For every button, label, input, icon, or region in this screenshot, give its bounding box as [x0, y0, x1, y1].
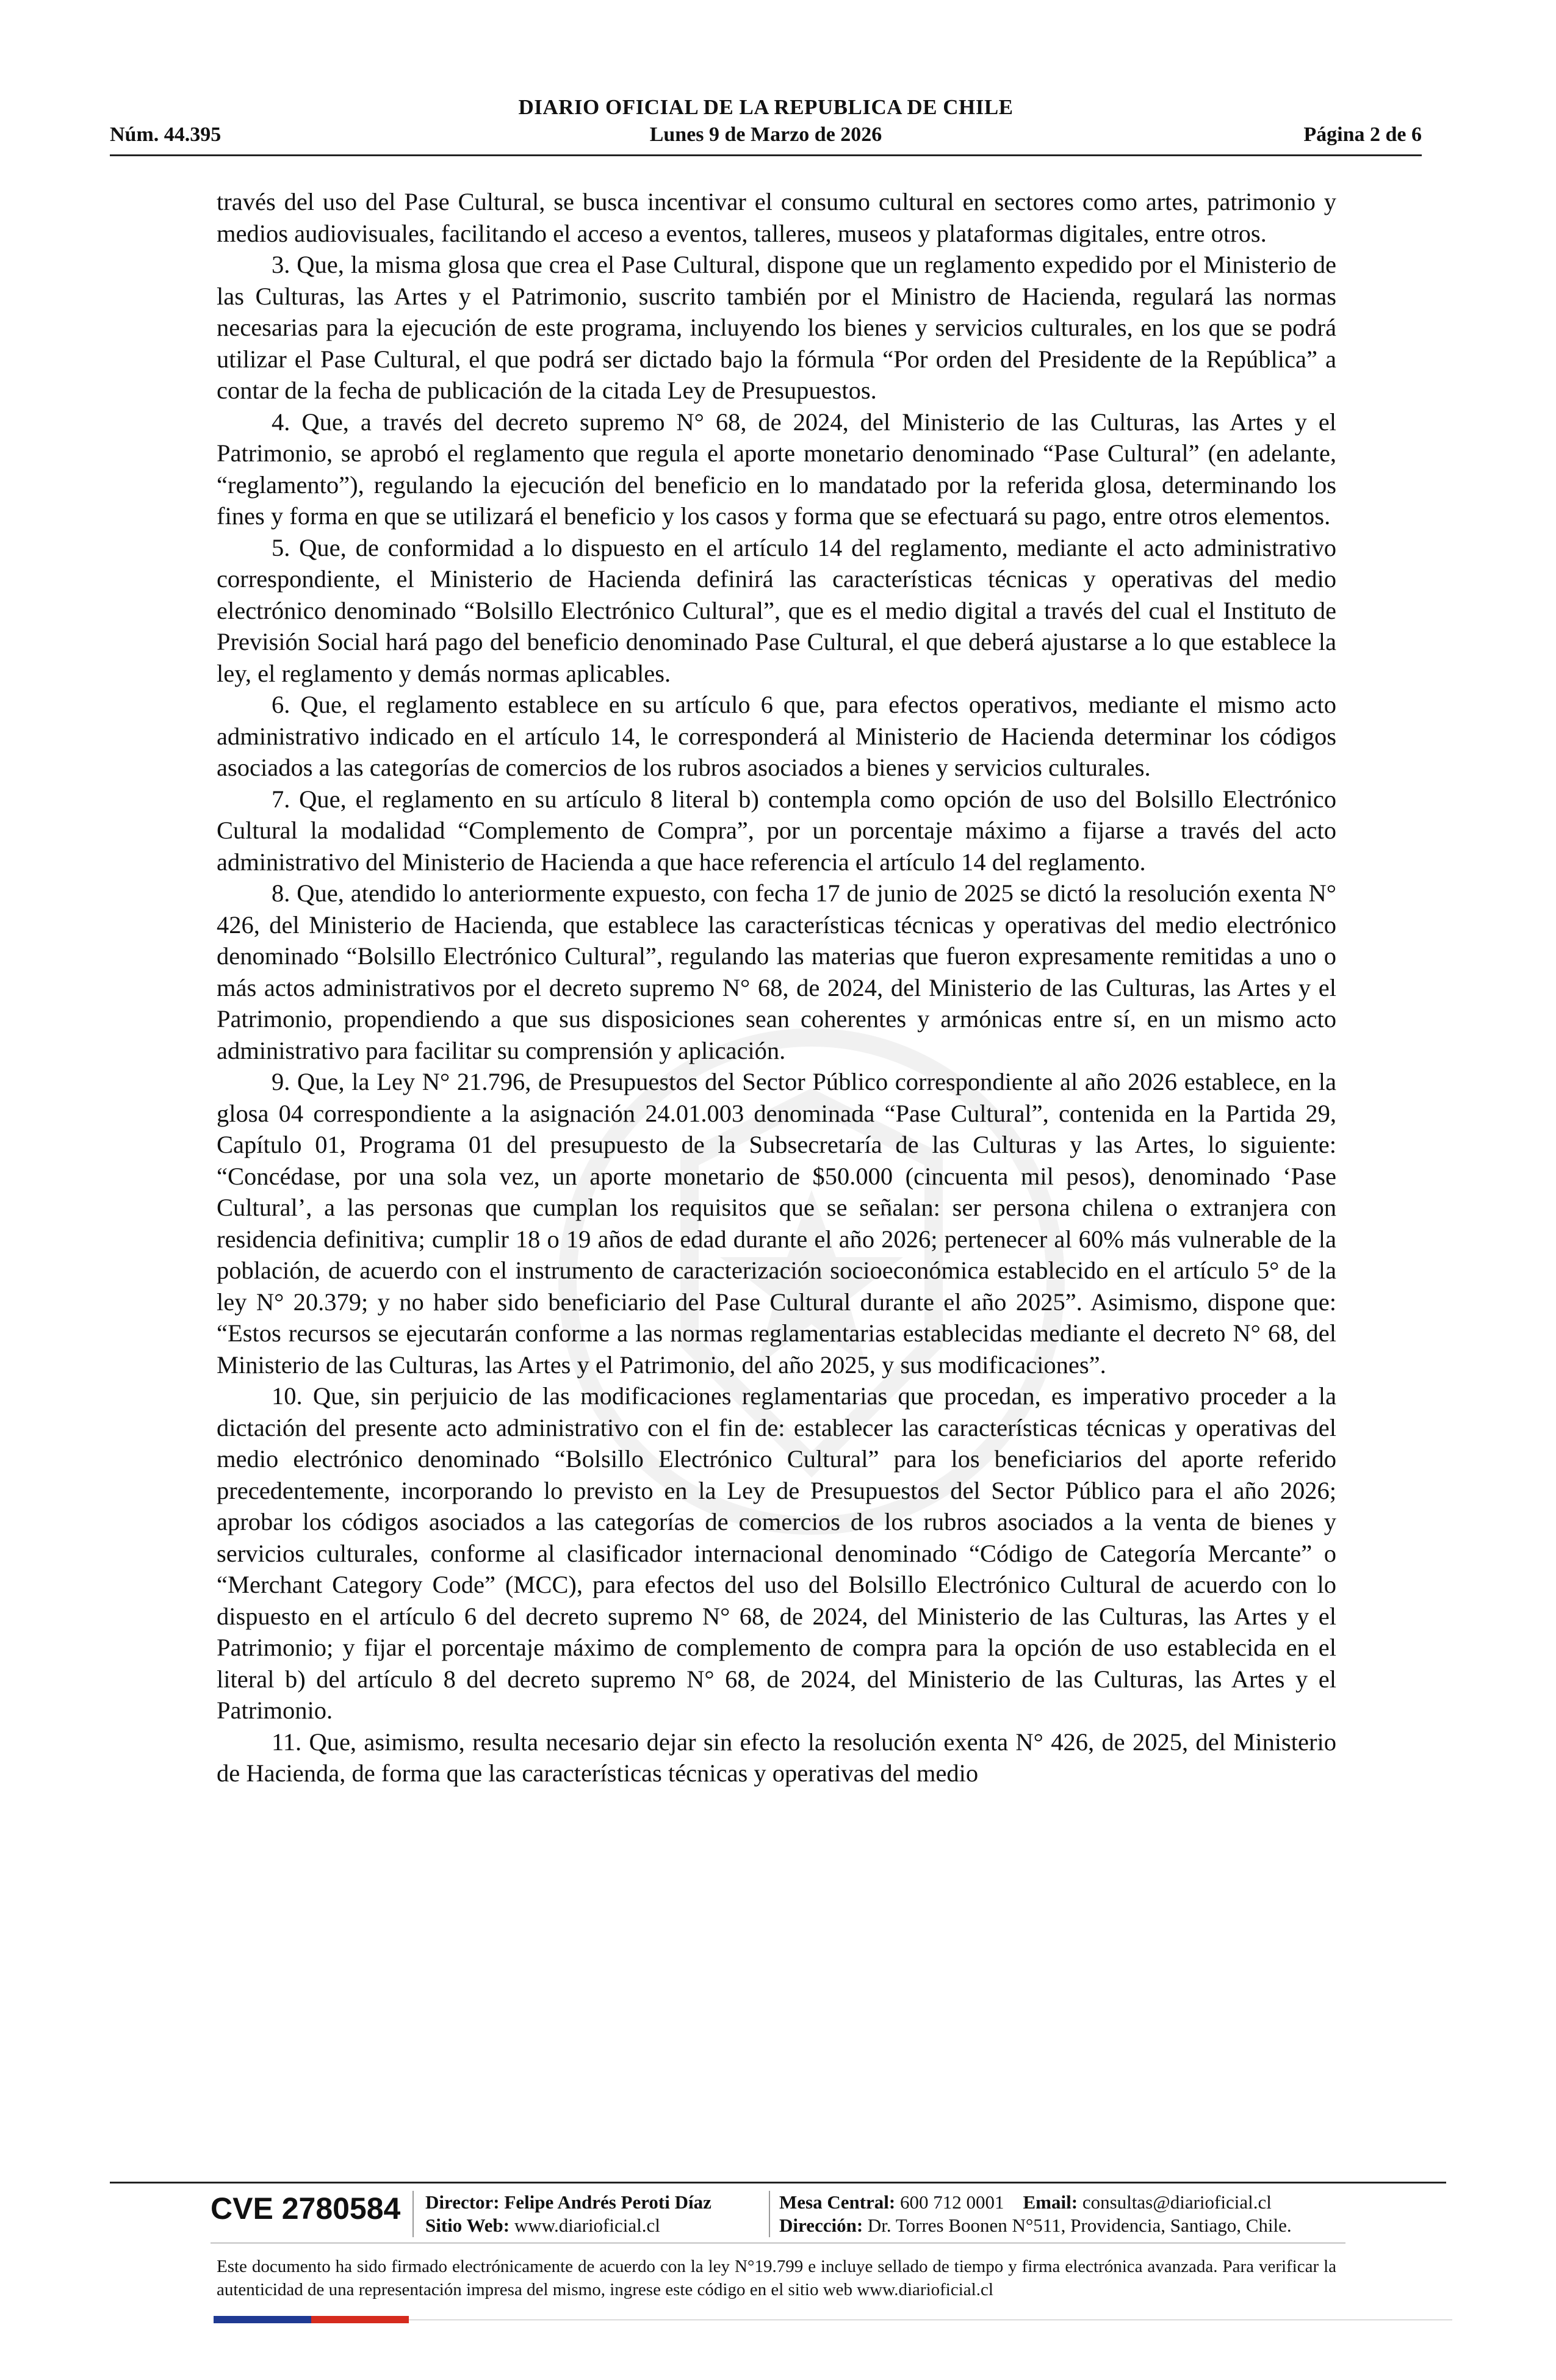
flag-red-stripe	[311, 2316, 409, 2323]
paragraph-6: 6. Que, el reglamento establece en su artículo 6 que, para efectos operativos, mediante el mismo acto administrativo indicado en el artículo 14, le corresponderá al Ministerio de Hacienda determinar los códigos asociados a las categorías de comercios de los rubros asociados a bienes y servicios culturales.	[217, 691, 1336, 781]
paragraph-7: 7. Que, el reglamento en su artículo 8 literal b) contempla como opción de uso del Bolsillo Electrónico Cultural la modalidad “Complemento de Compra”, por un porcentaje máximo a fijarse a través del acto administrativo del Ministerio de Hacienda a que hace referencia el artículo 14 del reglamento.	[217, 785, 1336, 876]
footer-divider	[110, 2182, 1446, 2183]
paragraph-8: 8. Que, atendido lo anteriormente expuesto, con fecha 17 de junio de 2025 se dictó la resolución exenta N° 426, del Ministerio de Hacienda, que establece las características técnicas y operativas del medio electrónico denominado “Bolsillo Electrónico Cultural”, regulando las materias que fueron expresamente remitidas a uno o más actos administrativos por el decreto supremo N° 68, de 2024, del Ministerio de las Culturas, las Artes y el Patrimonio, propendiendo a que sus disposiciones sean coherentes y armónicas entre sí, en un mismo acto administrativo para facilitar su comprensión y aplicación.	[217, 879, 1336, 1064]
chile-flag-bar	[214, 2316, 409, 2323]
director-name: Felipe Andrés Peroti Díaz	[504, 2191, 711, 2213]
email-label: Email:	[1023, 2191, 1078, 2213]
footer-separator	[769, 2191, 770, 2237]
footer-director-block	[425, 2191, 711, 2237]
address-label: Dirección:	[779, 2215, 863, 2236]
mesa-phone: 600 712 0001	[900, 2191, 1004, 2213]
paragraph-4: 4. Que, a través del decreto supremo N° 68, de 2024, del Ministerio de las Culturas, las Artes y el Patrimonio, se aprobó el reglamento que regula el aporte monetario denominado “Pase Cultural” (en adelante, “reglamento”), regulando la ejecución del beneficio en lo mandatado por la referida glosa, determinando los fines y forma en que se utilizará el beneficio y los casos y forma que se efectuará su pago, entre otros elementos.	[217, 408, 1336, 530]
email-link[interactable]: consultas@diarioficial.cl	[1082, 2191, 1272, 2213]
paragraph-10: 10. Que, sin perjuicio de las modificaciones reglamentarias que procedan, es imperativo proceder a la dictación del presente acto administrativo con el fin de: establecer las características técnicas y operativas del medio electrónico denominado “Bolsillo Electrónico Cultural” para los beneficiarios del aporte referido precedentemente, incorporando lo previsto en la Ley de Presupuestos del Sector Público para el año 2026; aprobar los códigos asociados a las categorías de comercios de los rubros asociados a la venta de bienes y servicios culturales, conforme al clasificador internacional denominado “Código de Categoría Mercante” o “Merchant Category Code” (MCC), para efectos del uso del Bolsillo Electrónico Cultural de acuerdo con lo dispuesto en el artículo 6 del decreto supremo N° 68, de 2024, del Ministerio de las Culturas, las Artes y el Patrimonio; y fijar el porcentaje máximo de complemento de compra para la opción de uso establecida en el literal b) del artículo 8 del decreto supremo N° 68, de 2024, del Ministerio de las Culturas, las Artes y el Patrimonio.	[217, 1382, 1336, 1724]
issue-date: Lunes 9 de Marzo de 2026	[649, 123, 882, 146]
footer-contact-block	[779, 2191, 1292, 2237]
paragraph-continuation: través del uso del Pase Cultural, se busca incentivar el consumo cultural en sectores como artes, patrimonio y medios audiovisuales, facilitando el acceso a eventos, talleres, museos y plataformas digitales, entre otros.	[217, 188, 1336, 247]
web-link[interactable]: www.diarioficial.cl	[514, 2215, 660, 2236]
paragraph-9: 9. Que, la Ley N° 21.796, de Presupuestos del Sector Público correspondiente al año 2026 establece, en la glosa 04 correspondiente a la asignación 24.01.003 denominada “Pase Cultural”, contenida en la Partida 29, Capítulo 01, Programa 01 del presupuesto de la Subsecretaría de las Culturas y las Artes, lo siguiente: “Concédase, por una sola vez, un aporte monetario de $50.000 (cincuenta mil pesos), denominado ‘Pase Cultural’, a las personas que cumplan los requisitos que se señalan: ser persona chilena o extranjera con residencia definitiva; cumplir 18 o 19 años de edad durante el año 2026; pertenecer al 60% más vulnerable de la población, de acuerdo con el instrumento de caracterización socioeconómica establecido en el artículo 5° de la ley N° 20.379; y no haber sido beneficiario del Pase Cultural durante el año 2025”. Asimismo, dispone que: “Estos recursos se ejecutarán conforme a las normas reglamentarias establecidas mediante el decreto N° 68, del Ministerio de las Culturas, las Artes y el Patrimonio, del año 2025, y sus modificaciones”.	[217, 1068, 1336, 1379]
issue-number: Núm. 44.395	[110, 123, 222, 146]
web-label: Sitio Web:	[425, 2215, 510, 2236]
cve-code: CVE 2780584	[211, 2191, 401, 2226]
page-header	[110, 92, 1422, 157]
flag-blue-stripe	[214, 2316, 311, 2323]
gazette-title: DIARIO OFICIAL DE LA REPUBLICA DE CHILE	[518, 95, 1014, 119]
director-label: Director:	[425, 2191, 500, 2213]
paragraph-11: 11. Que, asimismo, resulta necesario dejar sin efecto la resolución exenta N° 426, de 2025, del Ministerio de Hacienda, de forma que las características técnicas y operativas del medio	[217, 1728, 1336, 1787]
document-body	[217, 186, 1336, 1789]
paragraph-3: 3. Que, la misma glosa que crea el Pase Cultural, dispone que un reglamento expedido por el Ministerio de las Culturas, las Artes y el Patrimonio, suscrito también por el Ministro de Hacienda, regulará las normas necesarias para la ejecución de este programa, incluyendo los bienes y servicios culturales, en los que se podrá utilizar el Pase Cultural, el que podrá ser dictado bajo la fórmula “Por orden del Presidente de la República” a contar de la fecha de publicación de la citada Ley de Presupuestos.	[217, 251, 1336, 404]
paragraph-5: 5. Que, de conformidad a lo dispuesto en el artículo 14 del reglamento, mediante el acto administrativo correspondiente, el Ministerio de Hacienda definirá las características técnicas y operativas del medio electrónico denominado “Bolsillo Electrónico Cultural”, que es el medio digital a través del cual el Instituto de Previsión Social hará pago del beneficio denominado Pase Cultural, el que deberá ajustarse a lo que establece la ley, el reglamento y demás normas aplicables.	[217, 533, 1336, 687]
footer-separator	[412, 2191, 414, 2237]
electronic-signature-notice: Este documento ha sido firmado electrónicamente de acuerdo con la ley N°19.799 e incluye sellado de tiempo y firma electrónica avanzada. Para verificar la autenticidad de una representación impresa del mismo, ingrese este código en el sitio web www.diarioficial.cl	[217, 2257, 1336, 2299]
page-number: Página 2 de 6	[1303, 123, 1422, 146]
mesa-label: Mesa Central:	[779, 2191, 896, 2213]
header-divider	[110, 154, 1422, 156]
address-value: Dr. Torres Boonen N°511, Providencia, Santiago, Chile.	[867, 2215, 1292, 2236]
